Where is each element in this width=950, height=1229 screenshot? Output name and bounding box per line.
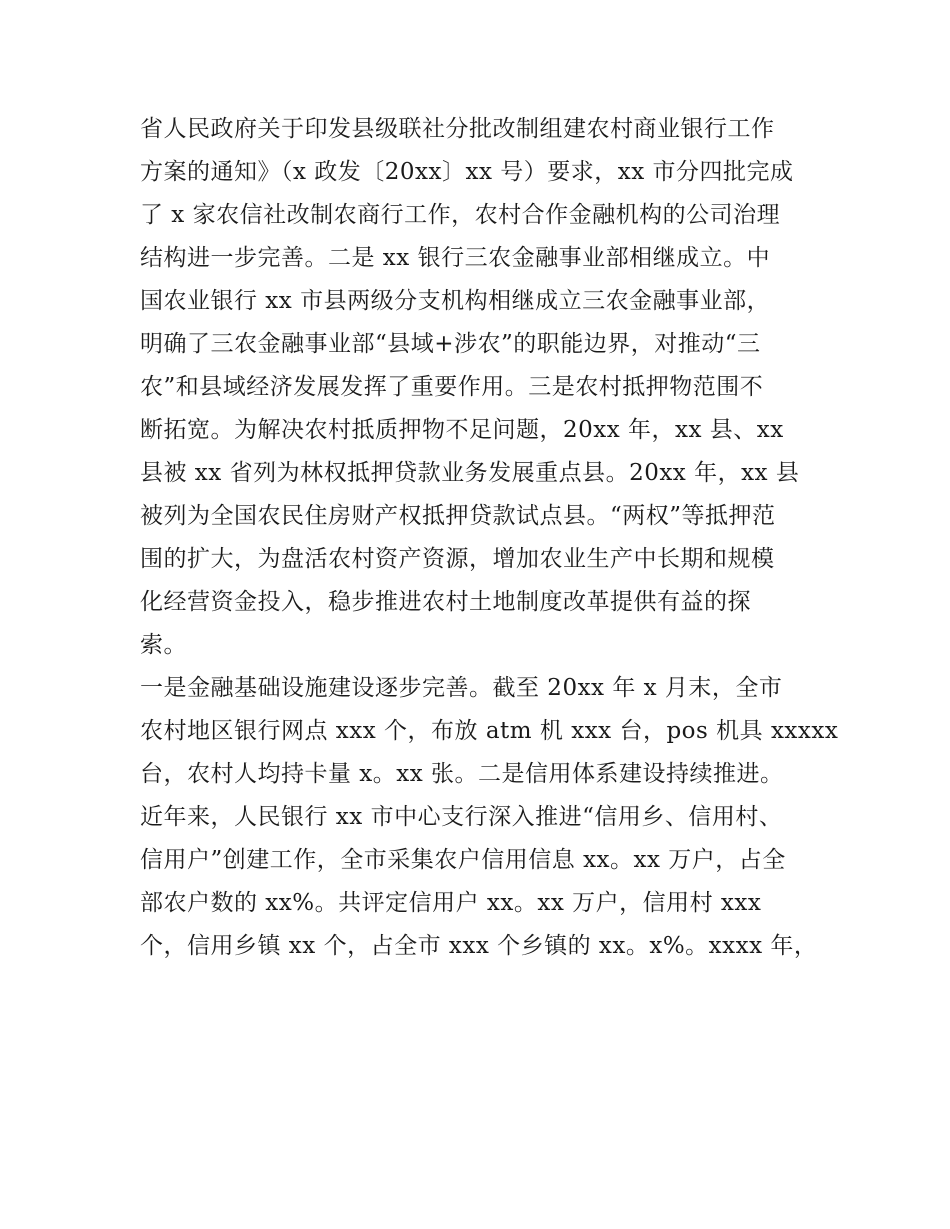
text-line: 化经营资金投入，稳步推进农村土地制度改革提供有益的探 <box>140 589 751 615</box>
text-line: 个，信用乡镇 xx 个，占全市 xxx 个乡镇的 xx。x%。xxxx 年， <box>140 933 818 959</box>
text-line: 方案的通知》（x 政发〔20xx〕xx 号）要求，xx 市分四批完成 <box>140 159 794 185</box>
text-line: 国农业银行 xx 市县两级分支机构相继成立三农金融事业部， <box>140 288 771 314</box>
text-line: 一是金融基础设施建设逐步完善。截至 20xx 年 x 月末，全市 <box>140 675 783 701</box>
text-line: 信用户”创建工作，全市采集农户信用信息 xx。xx 万户，占全 <box>140 847 786 873</box>
text-line: 省人民政府关于印发县级联社分批改制组建农村商业银行工作 <box>140 116 775 142</box>
text-line: 被列为全国农民住房财产权抵押贷款试点县。“两权”等抵押范 <box>140 503 776 529</box>
text-line: 县被 xx 省列为林权抵押贷款业务发展重点县。20xx 年，xx 县 <box>140 460 800 486</box>
text-line: 明确了三农金融事业部“县域+涉农”的职能边界，对推动“三 <box>140 331 761 357</box>
body-text <box>140 108 839 968</box>
text-line: 农村地区银行网点 xxx 个，布放 atm 机 xxx 台，pos 机具 xxxxx <box>140 718 839 744</box>
text-line: 索。 <box>140 632 187 658</box>
text-line: 近年来，人民银行 xx 市中心支行深入推进“信用乡、信用村、 <box>140 804 783 830</box>
text-line: 台，农村人均持卡量 x。xx 张。二是信用体系建设持续推进。 <box>140 761 784 787</box>
text-line: 结构进一步完善。二是 xx 银行三农金融事业部相继成立。中 <box>140 245 771 271</box>
text-line: 了 x 家农信社改制农商行工作，农村合作金融机构的公司治理 <box>140 202 781 228</box>
text-line: 部农户数的 xx%。共评定信用户 xx。xx 万户，信用村 xxx <box>140 890 762 916</box>
text-line: 断拓宽。为解决农村抵质押物不足问题，20xx 年，xx 县、xx <box>140 417 784 443</box>
text-line: 围的扩大，为盘活农村资产资源，增加农业生产中长期和规模 <box>140 546 775 572</box>
text-line: 农”和县域经济发展发挥了重要作用。三是农村抵押物范围不 <box>140 374 764 400</box>
